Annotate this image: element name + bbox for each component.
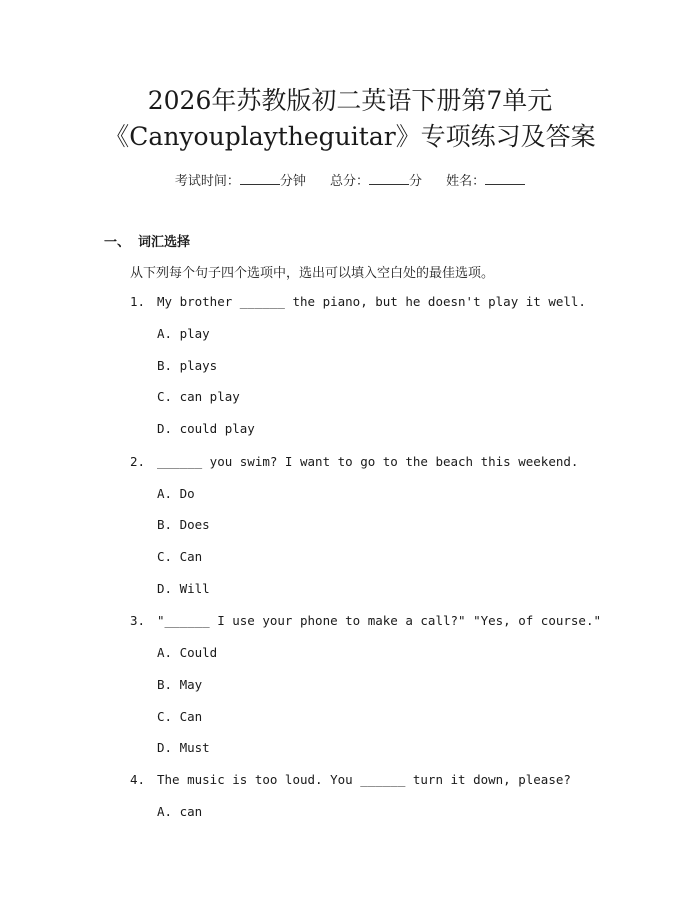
section-number: 一、 [104,235,131,250]
question-3-option-a: A. Could [157,645,218,660]
question-4-option-a: A. can [157,804,203,819]
question-3-option-c: C. Can [157,709,203,724]
question-number: 3. [130,613,146,628]
exam-name [446,170,525,189]
exam-time-blank [240,172,280,185]
question-3-option-d: D. Must [157,740,210,755]
page-title-line2: 《Canyouplaytheguitar》专项练习及答案 [104,122,596,151]
section-title: 词汇选择 [138,235,191,250]
exam-score-label: 总分： [329,174,369,189]
exam-score-unit: 分 [409,174,423,189]
question-3-option-b: B. May [157,677,203,692]
question-2-option-a: A. Do [157,486,195,501]
question-text: The music is too loud. You ______ turn it down, please? [157,772,571,787]
question-1-option-a: A. play [157,326,210,341]
exam-meta [0,170,700,189]
section-heading [104,231,190,250]
question-2-option-d: D. Will [157,581,210,596]
question-4 [130,772,571,787]
page-title-line1: 2026年苏教版初二英语下册第7单元 [147,86,553,115]
section-instruction: 从下列每个句子四个选项中，选出可以填入空白处的最佳选项。 [130,266,495,281]
question-2 [130,454,578,469]
exam-name-blank [485,172,525,185]
exam-time-label: 考试时间： [174,174,240,189]
exam-time-unit: 分钟 [279,174,306,189]
exam-score [330,170,422,189]
exam-score-blank [369,172,409,185]
exam-name-label: 姓名： [446,174,486,189]
question-number: 2. [130,454,146,469]
question-2-option-b: B. Does [157,517,210,532]
question-text: My brother ______ the piano, but he doesn't play it well. [157,294,586,309]
question-1-option-b: B. plays [157,358,218,373]
question-2-option-c: C. Can [157,549,203,564]
question-number: 1. [130,294,146,309]
question-number: 4. [130,772,146,787]
question-3 [130,613,601,628]
question-text: "______ I use your phone to make a call?" "Yes, of course." [157,613,602,628]
question-1-option-c: C. can play [157,389,240,404]
question-text: ______ you swim? I want to go to the beach this weekend. [157,454,579,469]
exam-time [175,170,306,189]
question-1 [130,294,586,309]
question-1-option-d: D. could play [157,421,255,436]
